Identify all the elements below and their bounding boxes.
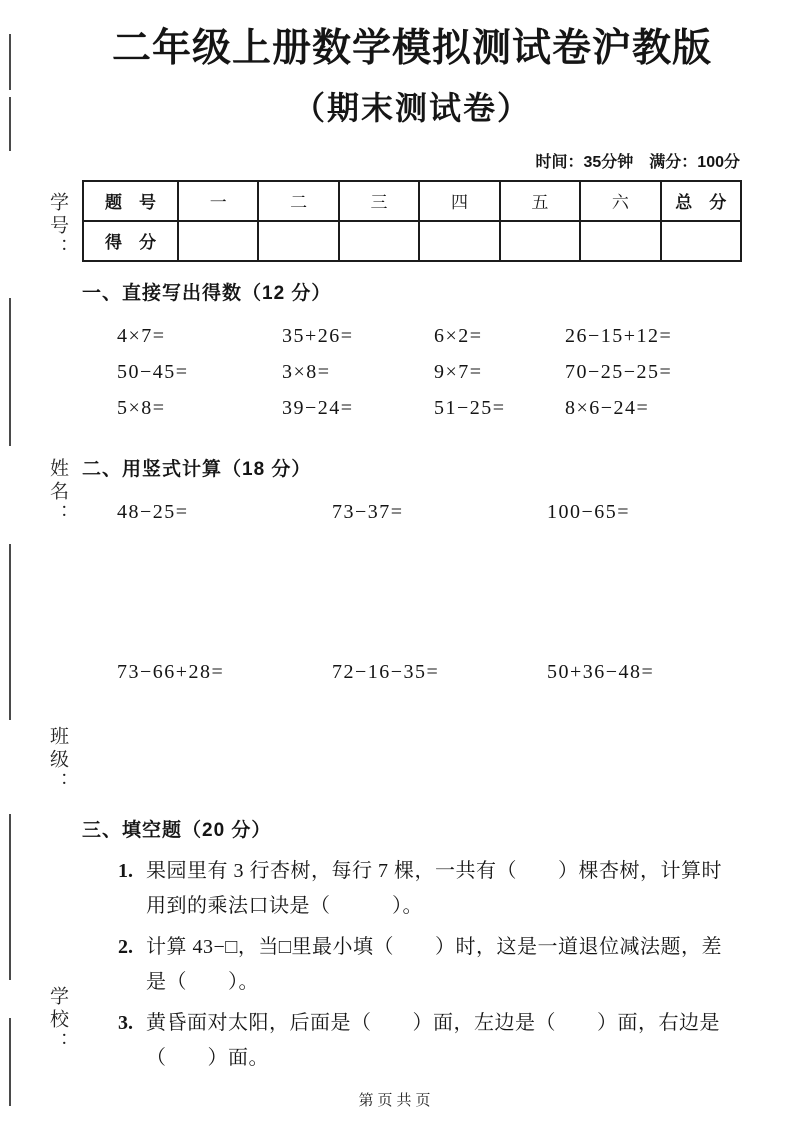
- score-row-label: 得 分: [83, 221, 178, 261]
- score-empty-cell: [419, 221, 499, 261]
- main-content: [82, 0, 742, 1076]
- seal-line-segment: [9, 544, 11, 720]
- problem: 48−25=: [117, 500, 189, 523]
- fill-item-3: [82, 1006, 742, 1076]
- section1-problems: [117, 319, 742, 426]
- problem: 73−37=: [332, 500, 404, 523]
- problem: 5×8=: [117, 396, 166, 419]
- seal-line-segment: [9, 97, 11, 151]
- score-table-score-row: [83, 221, 741, 261]
- problem: 35+26=: [282, 324, 354, 347]
- problem: 3×8=: [282, 360, 331, 383]
- time-score-meta: 时间：35分钟 满分：100分: [535, 153, 740, 171]
- score-header-cell: 三: [339, 181, 419, 221]
- score-header-cell: 题 号: [83, 181, 178, 221]
- section1-heading: 一、直接写出得数（12 分）: [82, 282, 332, 304]
- score-empty-cell: [661, 221, 741, 261]
- item-number: 1.: [118, 859, 133, 882]
- problem: 8×6−24=: [565, 396, 650, 419]
- problem: 100−65=: [547, 500, 631, 523]
- section3-heading: 三、填空题（20 分）: [82, 819, 272, 841]
- score-header-cell: 二: [258, 181, 338, 221]
- problem: 39−24=: [282, 396, 354, 419]
- problem: 9×7=: [434, 360, 483, 383]
- score-table-header-row: [83, 181, 741, 221]
- fill-item-2: [82, 930, 742, 1000]
- item-number: 3.: [118, 1011, 133, 1034]
- student-name-label: 姓名：: [47, 458, 68, 527]
- problem: 50+36−48=: [547, 660, 655, 683]
- item-number: 2.: [118, 935, 133, 958]
- problem: 50−45=: [117, 360, 189, 383]
- class-label: 班级：: [47, 726, 68, 795]
- section2-row2: [117, 657, 742, 687]
- problem: 51−25=: [434, 396, 506, 419]
- page-subtitle: （期末测试卷）: [292, 89, 531, 126]
- seal-line-segment: [9, 814, 11, 980]
- score-table: [82, 180, 742, 262]
- seal-line-segment: [9, 34, 11, 90]
- score-header-cell: 四: [419, 181, 499, 221]
- score-header-cell: 六: [580, 181, 660, 221]
- problem: 72−16−35=: [332, 660, 440, 683]
- problem: 6×2=: [434, 324, 483, 347]
- score-empty-cell: [339, 221, 419, 261]
- item-text: 黄昏面对太阳，后面是（ ）面，左边是（ ）面，右边是（ ）面。: [146, 1011, 720, 1069]
- school-label: 学校：: [47, 986, 68, 1055]
- section2-heading: 二、用竖式计算（18 分）: [82, 458, 312, 480]
- seal-line-segment: [9, 298, 11, 446]
- score-empty-cell: [580, 221, 660, 261]
- page-footer: 第页共页: [358, 1093, 435, 1109]
- problem: 4×7=: [117, 324, 166, 347]
- problem: 73−66+28=: [117, 660, 225, 683]
- score-header-cell: 五: [500, 181, 580, 221]
- item-text: 果园里有 3 行杏树，每行 7 棵，一共有（ ）棵杏树，计算时用到的乘法口诀是（ ）。: [146, 859, 722, 917]
- fill-item-1: [82, 854, 742, 924]
- score-empty-cell: [258, 221, 338, 261]
- score-empty-cell: [178, 221, 258, 261]
- score-header-cell: 一: [178, 181, 258, 221]
- score-empty-cell: [500, 221, 580, 261]
- student-id-label: 学号：: [47, 192, 68, 261]
- problem: 26−15+12=: [565, 324, 673, 347]
- page-title: 二年级上册数学模拟测试卷沪教版: [111, 27, 712, 70]
- problem: 70−25−25=: [565, 360, 673, 383]
- item-text: 计算 43−□，当□里最小填（ ）时，这是一道退位减法题，差是（ ）。: [146, 935, 722, 993]
- score-header-cell: 总 分: [661, 181, 741, 221]
- section2-row1: [117, 497, 742, 527]
